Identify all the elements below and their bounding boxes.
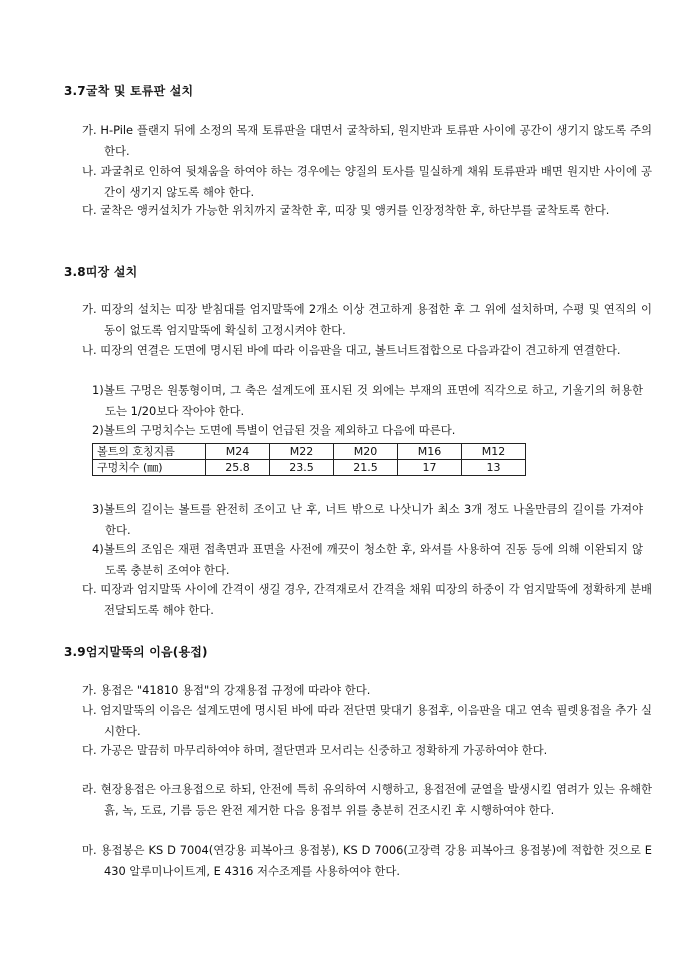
list-item: 나. 엄지말뚝의 이음은 설계도면에 명시된 바에 따라 전단면 맞대기 용접후, 이음판을 대고 연속 필렛용접을 추가 실시한다. (82, 703, 652, 738)
table-cell: 17 (398, 460, 462, 476)
table-cell: 25.8 (206, 460, 270, 476)
table-cell: 13 (462, 460, 526, 476)
table-cell: M22 (270, 444, 334, 460)
table-row (93, 444, 526, 460)
table-cell: M16 (398, 444, 462, 460)
table-row (93, 460, 526, 476)
list-item: 라. 현장용접은 아크용접으로 하되, 안전에 특히 유의하여 시행하고, 용접전에 균열을 발생시킬 염려가 있는 유해한 흙, 녹, 도료, 기름 등은 완전 제거한 다음 용접부 위를 충분히 건조시킨 후 시행하여야 한다. (82, 782, 652, 817)
table-cell: M12 (462, 444, 526, 460)
table-row-label: 구멍치수 (㎜) (93, 460, 206, 476)
table-row-label: 볼트의 호칭지름 (93, 444, 206, 460)
list-item: 다. 띠장과 엄지말뚝 사이에 간격이 생길 경우, 간격재로서 간격을 채워 띠장의 하중이 각 엄지말뚝에 정확하게 분배 전달되도록 해야 한다. (82, 582, 652, 617)
list-item: 다. 굴착은 앵커설치가 가능한 위치까지 굴착한 후, 띠장 및 앵커를 인장정착한 후, 하단부를 굴착토록 한다. (82, 203, 610, 217)
list-subitem: 2)볼트의 구멍치수는 도면에 특별이 언급된 것을 제외하고 다음에 따른다. (92, 423, 456, 437)
table-cell: 21.5 (334, 460, 398, 476)
table-cell: M20 (334, 444, 398, 460)
list-item: 나. 띠장의 연결은 도면에 명시된 바에 따라 이음판을 대고, 볼트너트접합으로 다음과같이 견고하게 연결한다. (82, 343, 621, 357)
list-item: 마. 용접봉은 KS D 7004(연강용 피복아크 용접봉), KS D 7006(고장력 강용 피복아크 용접봉)에 적합한 것으로 E 430 알루미나이트계, E 4316 저수조계를 사용하여야 한다. (82, 843, 652, 878)
section-heading-3-7: 3.7굴착 및 토류판 설치 (64, 84, 194, 98)
list-subitem: 3)볼트의 길이는 볼트를 완전히 조이고 난 후, 너트 밖으로 나삿니가 최소 3개 정도 나올만큼의 길이를 가져야 한다. (92, 502, 643, 537)
list-subitem: 1)볼트 구멍은 원통형이며, 그 축은 설계도에 표시된 것 외에는 부재의 표면에 직각으로 하고, 기울기의 허용한도는 1/20보다 작아야 한다. (92, 383, 643, 418)
list-item: 가. 용접은 "41810 용접"의 강재용접 규정에 따라야 한다. (82, 683, 371, 697)
table-cell: M24 (206, 444, 270, 460)
list-item: 가. 띠장의 설치는 띠장 받침대를 엄지말뚝에 2개소 이상 견고하게 용접한 후 그 위에 설치하며, 수평 및 연직의 이동이 없도록 엄지말뚝에 확실히 고정시켜야 한다. (82, 302, 652, 337)
list-item: 가. H-Pile 플랜지 뒤에 소정의 목재 토류판을 대면서 굴착하되, 원지반과 토류판 사이에 공간이 생기지 않도록 주의한다. (82, 123, 652, 158)
bolt-hole-table (92, 443, 526, 476)
section-heading-3-9: 3.9엄지말뚝의 이음(용접) (64, 645, 208, 659)
section-heading-3-8: 3.8띠장 설치 (64, 265, 138, 279)
list-item: 나. 과굴취로 인하여 뒷채움을 하여야 하는 경우에는 양질의 토사를 밀실하게 채워 토류판과 배면 원지반 사이에 공간이 생기지 않도록 해야 한다. (82, 164, 652, 199)
list-subitem: 4)볼트의 조임은 재편 접촉면과 표면을 사전에 깨끗이 청소한 후, 와셔를 사용하여 진동 등에 의해 이완되지 않도록 충분히 조여야 한다. (92, 542, 643, 577)
table-cell: 23.5 (270, 460, 334, 476)
list-item: 다. 가공은 말끔히 마무리하여야 하며, 절단면과 모서리는 신중하고 정확하게 가공하여야 한다. (82, 743, 548, 757)
